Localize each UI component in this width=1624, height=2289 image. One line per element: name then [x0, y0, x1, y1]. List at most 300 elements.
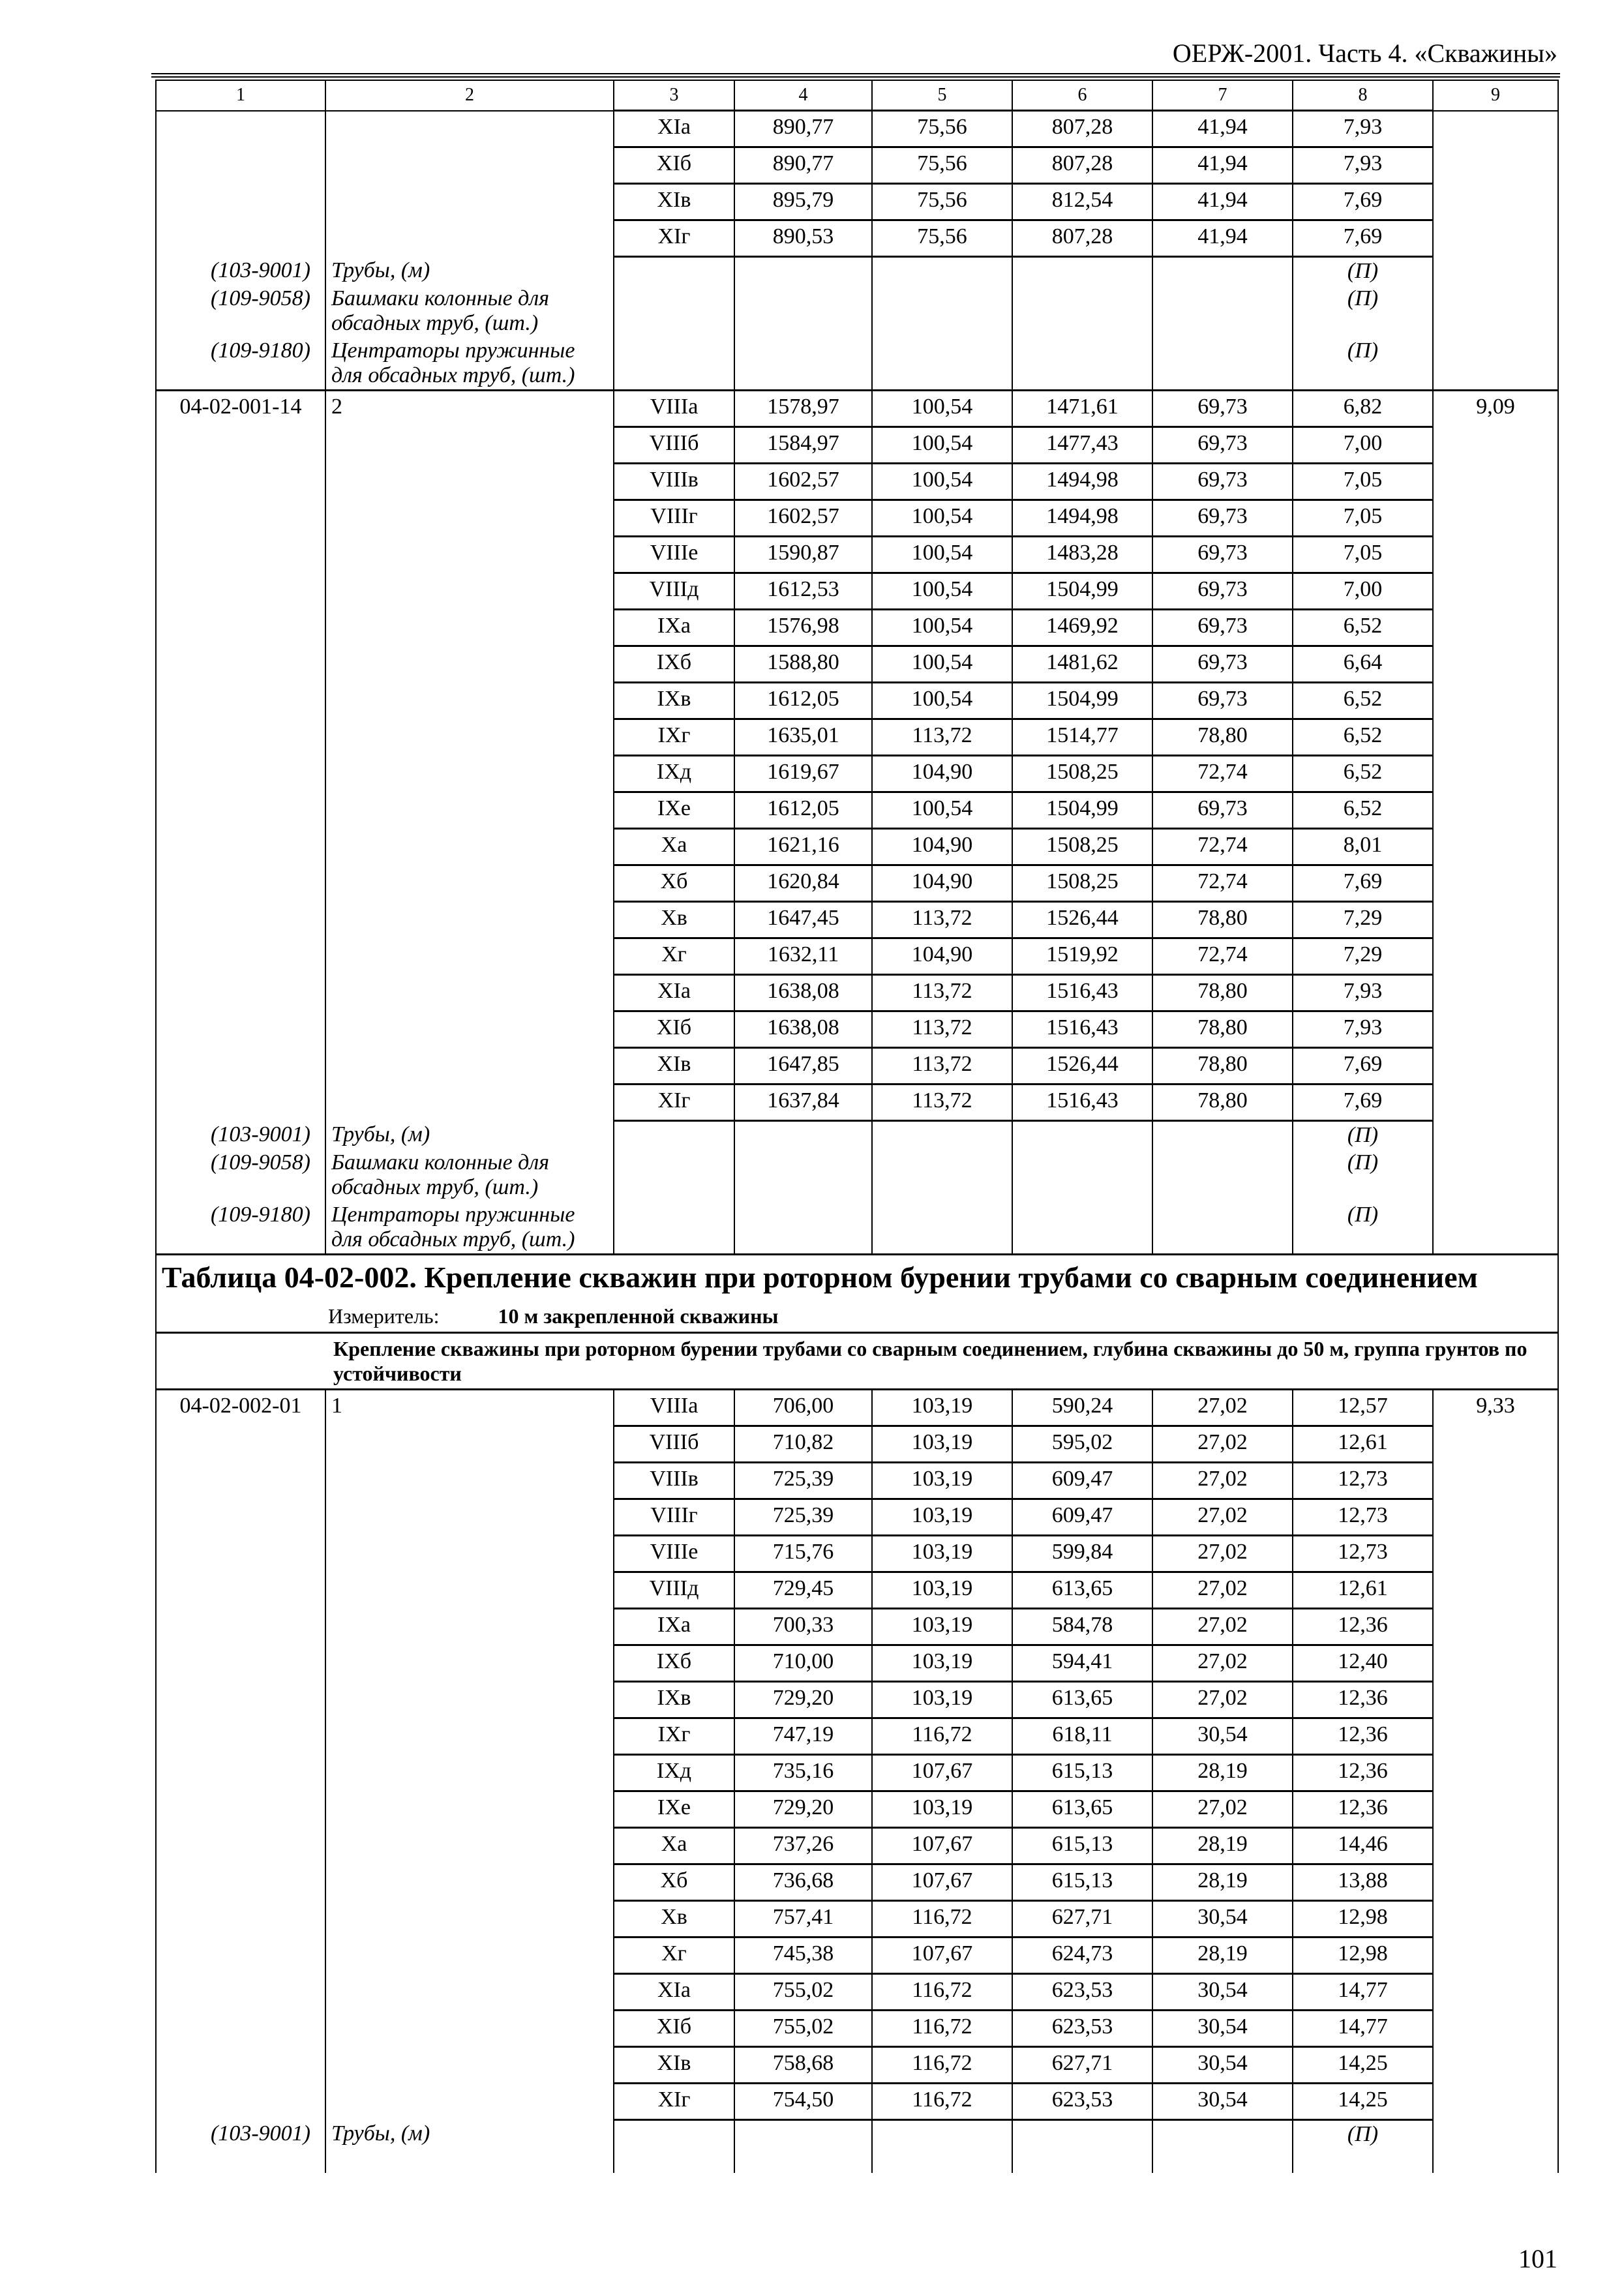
value-cell: 1602,57 — [734, 500, 872, 537]
value-cell: 113,72 — [872, 719, 1012, 756]
rate-code — [156, 610, 325, 646]
empty-cell — [614, 285, 734, 337]
col9-value — [1433, 537, 1558, 573]
rate-code — [156, 902, 325, 938]
col9-value — [1433, 1499, 1558, 1536]
value-cell: 72,74 — [1152, 938, 1293, 975]
value-cell: 7,29 — [1293, 902, 1433, 938]
column-number: 8 — [1293, 80, 1433, 111]
value-cell: 7,05 — [1293, 464, 1433, 500]
empty-cell — [734, 337, 872, 391]
resource-code: (109-9180) — [156, 337, 325, 391]
variant-number — [325, 938, 614, 975]
value-cell: 599,84 — [1012, 1536, 1152, 1572]
value-cell: 7,00 — [1293, 573, 1433, 610]
variant-number — [325, 1426, 614, 1463]
column-number: 9 — [1433, 80, 1558, 111]
value-cell: 28,19 — [1152, 1864, 1293, 1901]
value-cell: 594,41 — [1012, 1645, 1152, 1682]
value-cell: 1483,28 — [1012, 537, 1152, 573]
value-cell: 1588,80 — [734, 646, 872, 683]
variant-number — [325, 1645, 614, 1682]
value-cell: 30,54 — [1152, 2084, 1293, 2120]
value-cell: 116,72 — [872, 1974, 1012, 2011]
col9-value — [1433, 646, 1558, 683]
value-cell: 103,19 — [872, 1426, 1012, 1463]
value-cell: 6,52 — [1293, 719, 1433, 756]
empty-cell — [1012, 1149, 1152, 1201]
value-cell: 729,20 — [734, 1682, 872, 1718]
value-cell: 69,73 — [1152, 464, 1293, 500]
table-row — [156, 147, 1558, 184]
value-cell: 7,69 — [1293, 1048, 1433, 1085]
value-cell: 12,36 — [1293, 1682, 1433, 1718]
value-cell: 627,71 — [1012, 2047, 1152, 2084]
soil-group: XIа — [614, 1974, 734, 2011]
soil-group: Xа — [614, 1828, 734, 1864]
value-cell: 623,53 — [1012, 2084, 1152, 2120]
empty-cell — [734, 1201, 872, 1255]
rate-code — [156, 1645, 325, 1682]
rate-code: 04-02-002-01 — [156, 1390, 325, 1426]
value-cell: 104,90 — [872, 938, 1012, 975]
table-row — [156, 220, 1558, 257]
value-cell: 78,80 — [1152, 1048, 1293, 1085]
resource-row — [156, 1121, 1558, 1150]
value-cell: 1526,44 — [1012, 1048, 1152, 1085]
rate-code — [156, 829, 325, 865]
soil-group: VIIIб — [614, 427, 734, 464]
rate-code — [156, 1011, 325, 1048]
rate-code — [156, 573, 325, 610]
value-cell: 812,54 — [1012, 184, 1152, 220]
value-cell: 103,19 — [872, 1499, 1012, 1536]
empty-cell — [872, 2120, 1012, 2149]
value-cell: 8,01 — [1293, 829, 1433, 865]
col9-value — [1433, 792, 1558, 829]
table-row — [156, 1645, 1558, 1682]
rate-code — [156, 1499, 325, 1536]
variant-number — [325, 1085, 614, 1121]
resource-name: Трубы, (м) — [325, 2120, 614, 2149]
rate-code — [156, 500, 325, 537]
rate-code — [156, 683, 325, 719]
empty-cell — [1433, 1149, 1558, 1201]
col9-value — [1433, 938, 1558, 975]
table-row — [156, 829, 1558, 865]
value-cell: 615,13 — [1012, 1828, 1152, 1864]
rate-code — [156, 427, 325, 464]
table-row — [156, 2084, 1558, 2120]
value-cell: 113,72 — [872, 975, 1012, 1011]
value-cell: 13,88 — [1293, 1864, 1433, 1901]
value-cell: 6,52 — [1293, 683, 1433, 719]
soil-group: IXг — [614, 719, 734, 756]
value-cell: 7,93 — [1293, 1011, 1433, 1048]
empty-cell — [1152, 2120, 1293, 2149]
value-cell: 12,40 — [1293, 1645, 1433, 1682]
rate-code — [156, 975, 325, 1011]
empty-cell — [734, 1149, 872, 1201]
empty-cell — [325, 2148, 614, 2173]
value-cell: 725,39 — [734, 1463, 872, 1499]
soil-group: XIг — [614, 1085, 734, 1121]
value-cell: 890,77 — [734, 147, 872, 184]
soil-group: IXв — [614, 1682, 734, 1718]
subtitle-row — [156, 1333, 1558, 1390]
col9-value — [1433, 184, 1558, 220]
variant-number — [325, 464, 614, 500]
value-cell: 107,67 — [872, 1755, 1012, 1791]
empty-cell — [734, 1121, 872, 1150]
value-cell: 27,02 — [1152, 1536, 1293, 1572]
value-cell: 69,73 — [1152, 646, 1293, 683]
empty-cell — [1012, 285, 1152, 337]
soil-group: Xг — [614, 1937, 734, 1974]
value-cell: 1584,97 — [734, 427, 872, 464]
empty-cell — [872, 257, 1012, 286]
value-cell: 1516,43 — [1012, 1085, 1152, 1121]
value-cell: 30,54 — [1152, 2011, 1293, 2047]
value-cell: 12,98 — [1293, 1937, 1433, 1974]
value-cell: 69,73 — [1152, 683, 1293, 719]
value-cell: 613,65 — [1012, 1791, 1152, 1828]
value-cell: 729,20 — [734, 1791, 872, 1828]
value-cell: 12,36 — [1293, 1718, 1433, 1755]
col9-value — [1433, 902, 1558, 938]
col9-value — [1433, 1791, 1558, 1828]
rate-code — [156, 537, 325, 573]
table-row — [156, 865, 1558, 902]
col9-value — [1433, 1463, 1558, 1499]
value-cell: 116,72 — [872, 2047, 1012, 2084]
table-row — [156, 1536, 1558, 1572]
value-cell: 609,47 — [1012, 1499, 1152, 1536]
variant-number — [325, 1048, 614, 1085]
value-cell: 27,02 — [1152, 1390, 1293, 1426]
empty-cell — [1012, 1121, 1152, 1150]
value-cell: 1638,08 — [734, 1011, 872, 1048]
soil-group: IXб — [614, 1645, 734, 1682]
table-row — [156, 1682, 1558, 1718]
empty-cell — [1152, 257, 1293, 286]
table-row — [156, 500, 1558, 537]
value-cell: 103,19 — [872, 1682, 1012, 1718]
rate-code — [156, 1463, 325, 1499]
value-cell: 116,72 — [872, 2011, 1012, 2047]
empty-cell — [614, 337, 734, 391]
empty-cell — [1433, 2148, 1558, 2173]
soil-group: VIIIг — [614, 500, 734, 537]
value-cell: 113,72 — [872, 1011, 1012, 1048]
value-cell: 103,19 — [872, 1645, 1012, 1682]
value-cell: 69,73 — [1152, 391, 1293, 427]
col9-value: 9,33 — [1433, 1390, 1558, 1426]
value-cell: 1647,85 — [734, 1048, 872, 1085]
empty-cell — [1433, 337, 1558, 391]
value-cell: 7,93 — [1293, 147, 1433, 184]
soil-group: IXд — [614, 756, 734, 792]
soil-group: IXб — [614, 646, 734, 683]
empty-cell — [734, 257, 872, 286]
value-cell: 1637,84 — [734, 1085, 872, 1121]
value-cell: 1508,25 — [1012, 756, 1152, 792]
rate-code — [156, 1864, 325, 1901]
value-cell: 28,19 — [1152, 1755, 1293, 1791]
value-cell: 7,69 — [1293, 865, 1433, 902]
resource-mark: (П) — [1293, 2120, 1433, 2149]
resource-name: Башмаки колонные для обсадных труб, (шт.) — [325, 285, 614, 337]
column-number-row — [156, 80, 1558, 111]
col9-value — [1433, 147, 1558, 184]
col9-value — [1433, 220, 1558, 257]
rate-code — [156, 1572, 325, 1609]
value-cell: 27,02 — [1152, 1463, 1293, 1499]
soil-group: XIг — [614, 220, 734, 257]
table-row — [156, 1974, 1558, 2011]
variant-number — [325, 1974, 614, 2011]
resource-code: (109-9058) — [156, 285, 325, 337]
table-row — [156, 792, 1558, 829]
col9-value — [1433, 756, 1558, 792]
variant-number — [325, 646, 614, 683]
col9-value — [1433, 1682, 1558, 1718]
variant-number — [325, 2047, 614, 2084]
value-cell: 27,02 — [1152, 1572, 1293, 1609]
resource-name: Башмаки колонные для обсадных труб, (шт.) — [325, 1149, 614, 1201]
soil-group: XIб — [614, 1011, 734, 1048]
value-cell: 100,54 — [872, 646, 1012, 683]
value-cell: 103,19 — [872, 1791, 1012, 1828]
value-cell: 103,19 — [872, 1463, 1012, 1499]
empty-cell — [1012, 257, 1152, 286]
soil-group: VIIIг — [614, 1499, 734, 1536]
empty-cell — [872, 1149, 1012, 1201]
resource-mark: (П) — [1293, 337, 1433, 391]
col9-value — [1433, 464, 1558, 500]
variant-number — [325, 220, 614, 257]
table-row — [156, 1048, 1558, 1085]
soil-group: Xв — [614, 902, 734, 938]
variant-number — [325, 537, 614, 573]
value-cell: 14,25 — [1293, 2047, 1433, 2084]
resource-name: Центраторы пружинные для обсадных труб, (шт.) — [325, 337, 614, 391]
variant-number — [325, 1463, 614, 1499]
value-cell: 41,94 — [1152, 111, 1293, 147]
column-number: 5 — [872, 80, 1012, 111]
variant-number — [325, 2084, 614, 2120]
value-cell: 27,02 — [1152, 1791, 1293, 1828]
value-cell: 700,33 — [734, 1609, 872, 1645]
empty-cell — [734, 285, 872, 337]
value-cell: 27,02 — [1152, 1609, 1293, 1645]
value-cell: 78,80 — [1152, 1011, 1293, 1048]
value-cell: 1508,25 — [1012, 865, 1152, 902]
soil-group: IXа — [614, 1609, 734, 1645]
value-cell: 69,73 — [1152, 500, 1293, 537]
variant-number — [325, 1011, 614, 1048]
measure-label: Измеритель: — [328, 1304, 440, 1328]
value-cell: 100,54 — [872, 537, 1012, 573]
resource-code: (109-9058) — [156, 1149, 325, 1201]
value-cell: 757,41 — [734, 1901, 872, 1937]
value-cell: 116,72 — [872, 2084, 1012, 2120]
value-cell: 100,54 — [872, 391, 1012, 427]
col9-value — [1433, 1085, 1558, 1121]
col9-value — [1433, 610, 1558, 646]
resource-mark: (П) — [1293, 1149, 1433, 1201]
variant-number — [325, 1828, 614, 1864]
value-cell: 1494,98 — [1012, 464, 1152, 500]
value-cell: 7,00 — [1293, 427, 1433, 464]
value-cell: 595,02 — [1012, 1426, 1152, 1463]
soil-group: Xа — [614, 829, 734, 865]
col9-value — [1433, 1536, 1558, 1572]
soil-group: XIв — [614, 184, 734, 220]
table-row — [156, 537, 1558, 573]
col9-value — [1433, 1426, 1558, 1463]
col9-value — [1433, 1755, 1558, 1791]
table-end — [156, 2148, 1558, 2173]
resource-mark: (П) — [1293, 1121, 1433, 1150]
soil-group: VIIIа — [614, 1390, 734, 1426]
variant-number — [325, 975, 614, 1011]
table-subtitle: Крепление скважины при роторном бурении трубами со сварным соединением, глубина скважины до 50 м, группа грунтов по устойчивости — [325, 1333, 1558, 1390]
col9-value — [1433, 865, 1558, 902]
col9-value — [1433, 1901, 1558, 1937]
table-row — [156, 111, 1558, 147]
table-row — [156, 1937, 1558, 1974]
variant-number — [325, 1536, 614, 1572]
running-head: ОЕРЖ-2001. Часть 4. «Скважины» — [1172, 38, 1557, 68]
value-cell: 41,94 — [1152, 184, 1293, 220]
column-number: 3 — [614, 80, 734, 111]
soil-group: XIа — [614, 975, 734, 1011]
table-row — [156, 184, 1558, 220]
rate-code — [156, 646, 325, 683]
value-cell: 1620,84 — [734, 865, 872, 902]
value-cell: 75,56 — [872, 220, 1012, 257]
rate-code — [156, 184, 325, 220]
value-cell: 623,53 — [1012, 2011, 1152, 2047]
value-cell: 12,98 — [1293, 1901, 1433, 1937]
value-cell: 104,90 — [872, 829, 1012, 865]
table-row — [156, 646, 1558, 683]
value-cell: 627,71 — [1012, 1901, 1152, 1937]
rate-code — [156, 1755, 325, 1791]
variant-number — [325, 683, 614, 719]
variant-number — [325, 1864, 614, 1901]
value-cell: 758,68 — [734, 2047, 872, 2084]
value-cell: 7,29 — [1293, 938, 1433, 975]
col9-value — [1433, 111, 1558, 147]
resource-row — [156, 1201, 1558, 1255]
value-cell: 104,90 — [872, 756, 1012, 792]
value-cell: 6,52 — [1293, 610, 1433, 646]
table-row — [156, 1755, 1558, 1791]
value-cell: 7,05 — [1293, 500, 1433, 537]
soil-group: VIIIв — [614, 1463, 734, 1499]
empty-cell — [614, 1149, 734, 1201]
col9-value — [1433, 1609, 1558, 1645]
value-cell: 100,54 — [872, 792, 1012, 829]
variant-number — [325, 573, 614, 610]
value-cell: 1471,61 — [1012, 391, 1152, 427]
value-cell: 745,38 — [734, 1937, 872, 1974]
measure — [328, 1304, 1552, 1329]
value-cell: 710,82 — [734, 1426, 872, 1463]
value-cell: 113,72 — [872, 1048, 1012, 1085]
col9-value — [1433, 1011, 1558, 1048]
empty-cell — [614, 1201, 734, 1255]
value-cell: 754,50 — [734, 2084, 872, 2120]
empty-cell — [1433, 2120, 1558, 2149]
value-cell: 100,54 — [872, 427, 1012, 464]
soil-group: IXе — [614, 1791, 734, 1828]
rate-code — [156, 865, 325, 902]
value-cell: 103,19 — [872, 1572, 1012, 1609]
value-cell: 807,28 — [1012, 220, 1152, 257]
soil-group: XIб — [614, 147, 734, 184]
empty-cell — [1012, 1201, 1152, 1255]
value-cell: 107,67 — [872, 1864, 1012, 1901]
value-cell: 735,16 — [734, 1755, 872, 1791]
table-row — [156, 464, 1558, 500]
empty-cell — [1152, 337, 1293, 391]
value-cell: 1632,11 — [734, 938, 872, 975]
rate-code — [156, 111, 325, 147]
value-cell: 1514,77 — [1012, 719, 1152, 756]
col9-value — [1433, 2047, 1558, 2084]
rate-code — [156, 1901, 325, 1937]
rate-code — [156, 147, 325, 184]
value-cell: 1477,43 — [1012, 427, 1152, 464]
empty-cell — [1433, 285, 1558, 337]
table-row — [156, 1390, 1558, 1426]
value-cell: 116,72 — [872, 1718, 1012, 1755]
soil-group: VIIIа — [614, 391, 734, 427]
col9-value — [1433, 1828, 1558, 1864]
rate-code — [156, 2047, 325, 2084]
variant-number — [325, 147, 614, 184]
rate-code — [156, 719, 325, 756]
table-row — [156, 391, 1558, 427]
header-rule — [151, 73, 1560, 78]
value-cell: 107,67 — [872, 1828, 1012, 1864]
resource-row — [156, 2120, 1558, 2149]
table-row — [156, 1828, 1558, 1864]
page-number: 101 — [1518, 2244, 1557, 2273]
col9-value — [1433, 2011, 1558, 2047]
col9-value — [1433, 1645, 1558, 1682]
column-number: 2 — [325, 80, 614, 111]
empty-cell — [614, 1121, 734, 1150]
table-row — [156, 1011, 1558, 1048]
value-cell: 103,19 — [872, 1390, 1012, 1426]
variant-number — [325, 792, 614, 829]
rate-code — [156, 220, 325, 257]
resource-row — [156, 285, 1558, 337]
value-cell: 1508,25 — [1012, 829, 1152, 865]
empty-cell — [156, 2148, 325, 2173]
resource-code: (103-9001) — [156, 2120, 325, 2149]
variant-number — [325, 829, 614, 865]
value-cell: 103,19 — [872, 1536, 1012, 1572]
value-cell: 41,94 — [1152, 147, 1293, 184]
table-row — [156, 1085, 1558, 1121]
value-cell: 737,26 — [734, 1828, 872, 1864]
empty-cell — [1152, 285, 1293, 337]
